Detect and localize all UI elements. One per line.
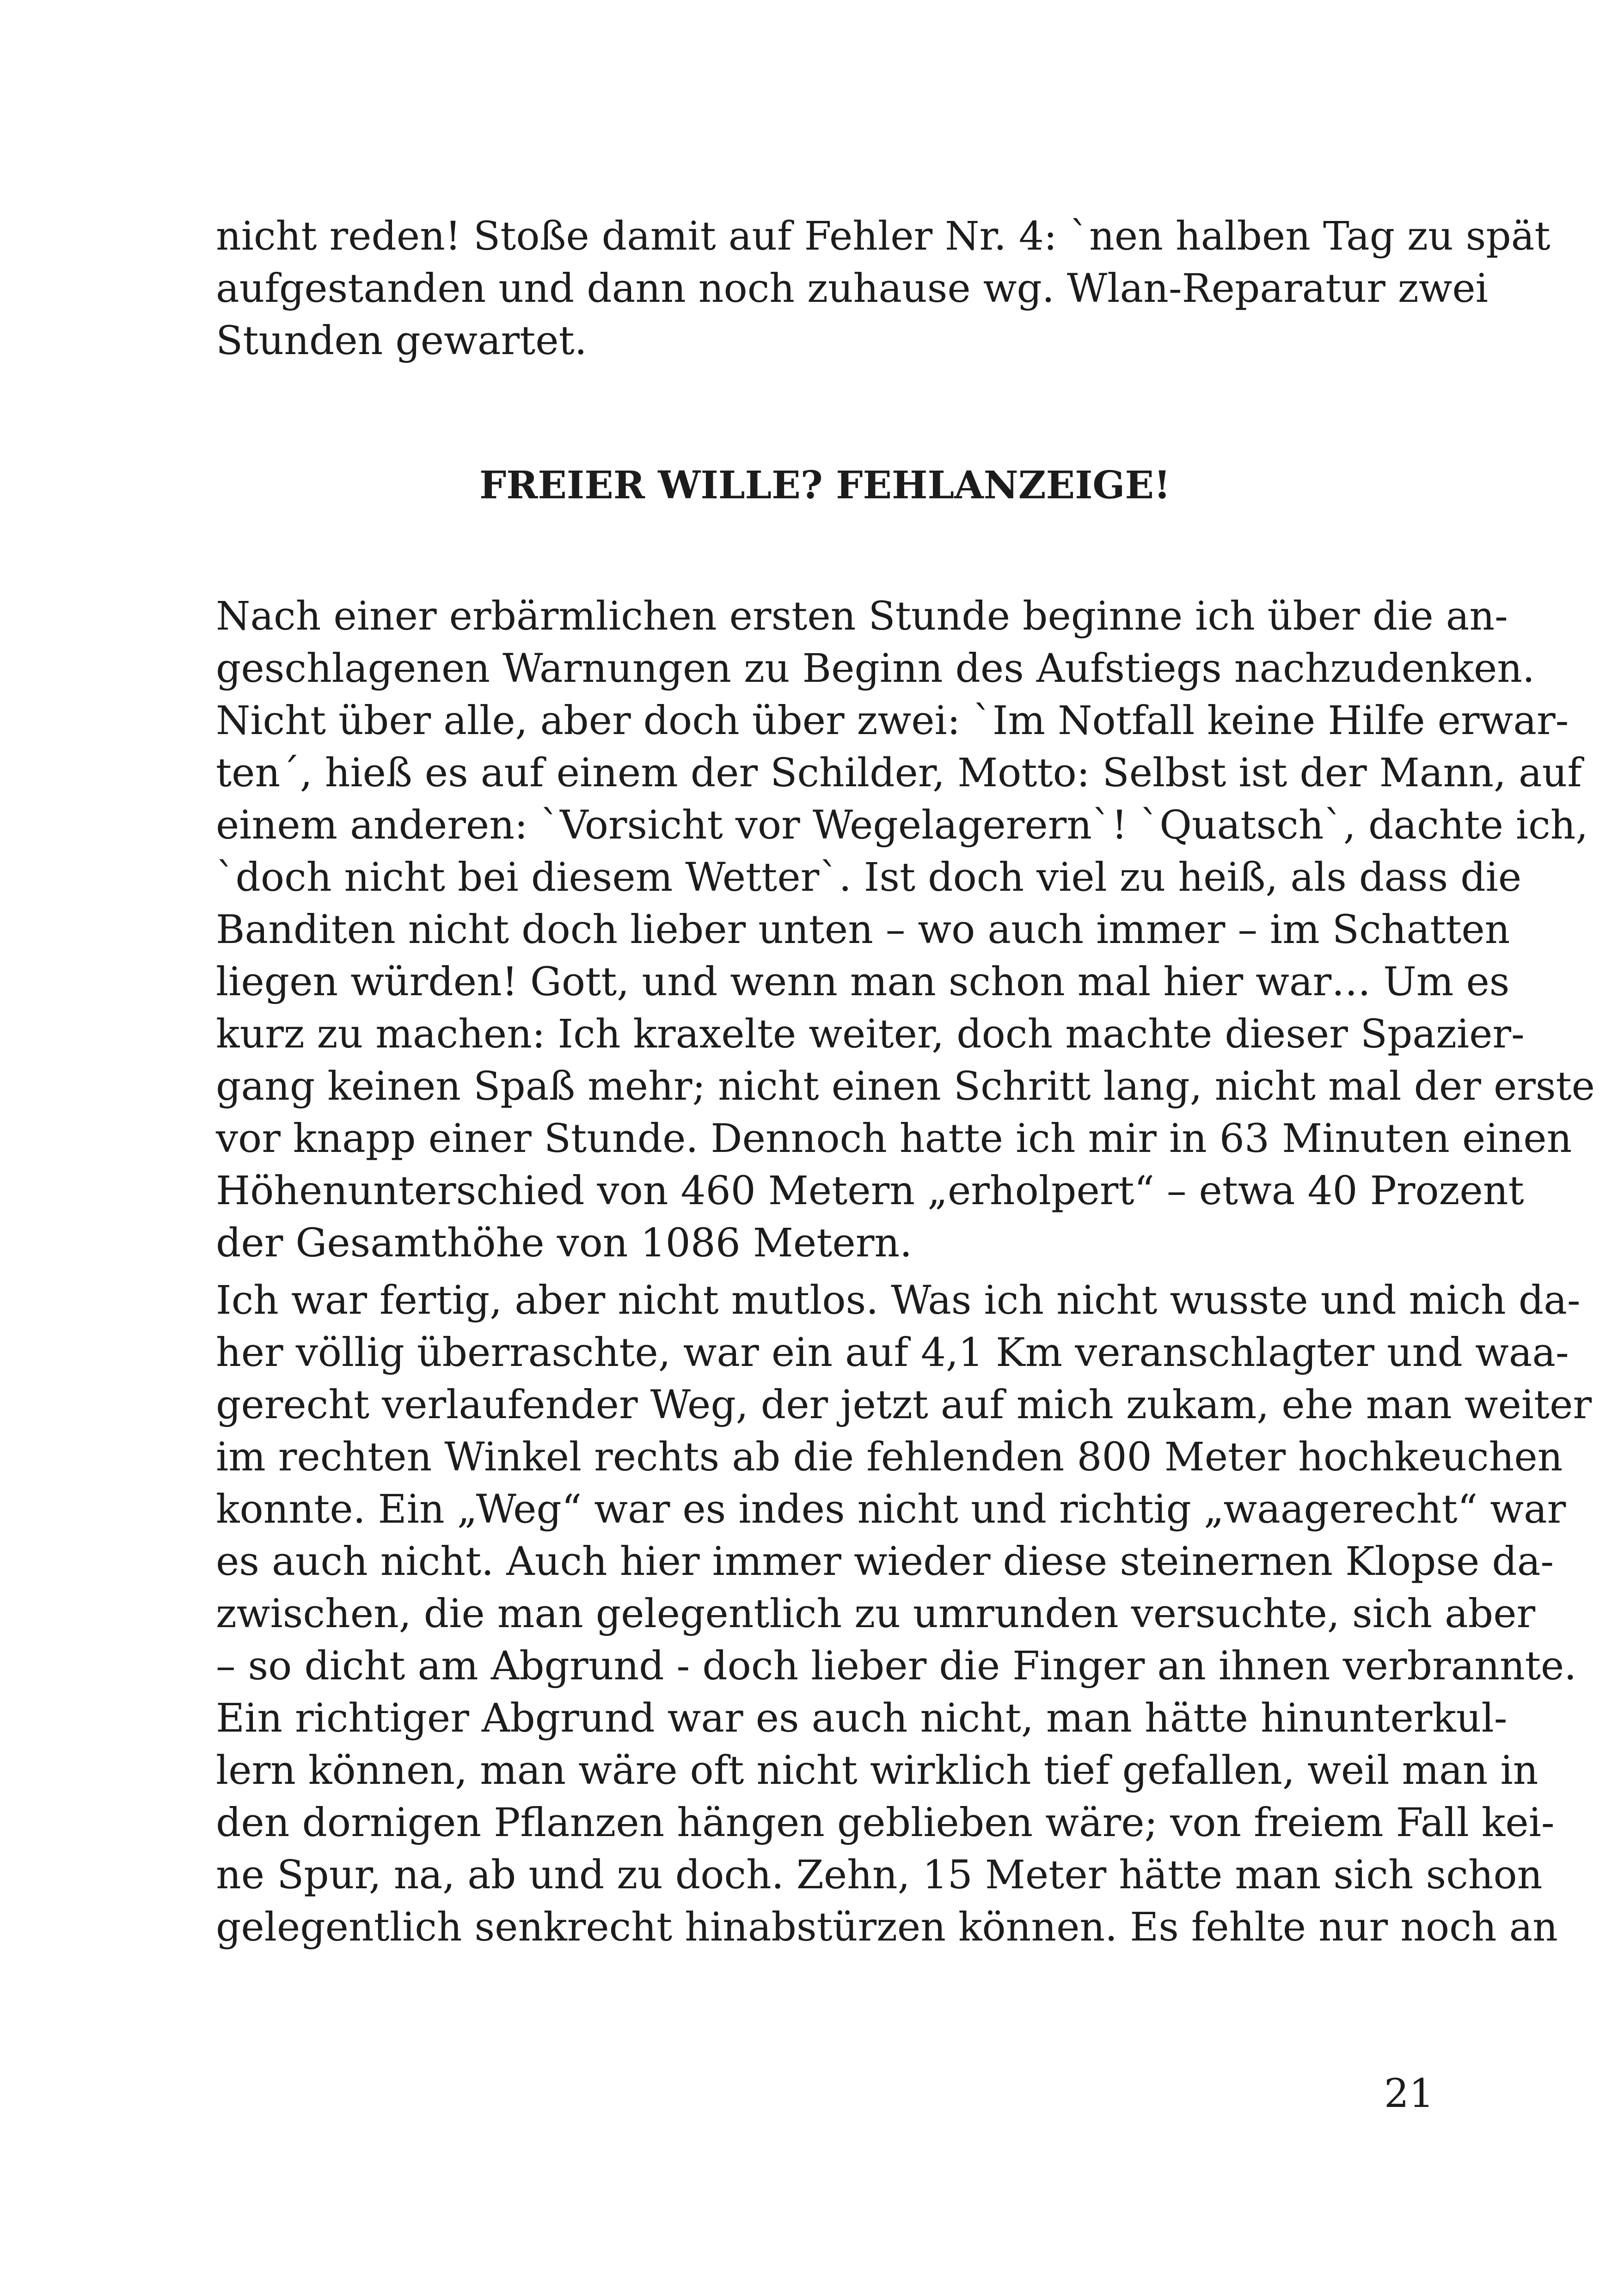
- text-line: ne Spur, na, ab und zu doch. Zehn, 15 Meter hätte man sich schon: [216, 1852, 1543, 1898]
- text-line: vor knapp einer Stunde. Dennoch hatte ich mir in 63 Minuten einen: [216, 1116, 1572, 1162]
- text-line: – so dicht am Abgrund - doch lieber die Finger an ihnen verbrannte.: [216, 1643, 1577, 1689]
- text-line: Nach einer erbärmlichen ersten Stunde beginne ich über die an-: [216, 594, 1508, 639]
- text-line: kurz zu machen: Ich kraxelte weiter, doch machte dieser Spazier-: [216, 1011, 1525, 1057]
- text-line: aufgestanden und dann noch zuhause wg. Wlan-Reparatur zwei: [216, 266, 1488, 312]
- text-line: liegen würden! Gott, und wenn man schon mal hier war… Um es: [216, 959, 1510, 1005]
- text-line: ten´, hieß es auf einem der Schilder, Motto: Selbst ist der Mann, auf: [216, 750, 1582, 796]
- text-line: gelegentlich senkrecht hinabstürzen können. Es fehlte nur noch an: [216, 1904, 1558, 1950]
- text-line: `doch nicht bei diesem Wetter`. Ist doch viel zu heiß, als dass die: [216, 855, 1522, 900]
- paragraph-2: [216, 1274, 1592, 1953]
- text-line: Stunden gewartet.: [216, 318, 587, 364]
- text-line: gerecht verlaufender Weg, der jetzt auf mich zukam, ehe man weiter: [216, 1382, 1592, 1428]
- text-line: nicht reden! Stoße damit auf Fehler Nr. 4: `nen halben Tag zu spät: [216, 214, 1551, 259]
- text-line: geschlagenen Warnungen zu Beginn des Aufstiegs nachzudenken.: [216, 646, 1535, 692]
- text-line: Höhenunterschied von 460 Metern „erholpert“ – etwa 40 Prozent: [216, 1168, 1524, 1214]
- text-line: gang keinen Spaß mehr; nicht einen Schritt lang, nicht mal der erste: [216, 1064, 1595, 1109]
- text-line: Ein richtiger Abgrund war es auch nicht, man hätte hinunterkul-: [216, 1696, 1508, 1741]
- section-heading: FREIER WILLE? FEHLANZEIGE!: [479, 463, 1171, 508]
- text-line: der Gesamthöhe von 1086 Metern.: [216, 1220, 913, 1266]
- text-line: lern können, man wäre oft nicht wirklich tief gefallen, weil man in: [216, 1748, 1538, 1794]
- paragraph-1: [216, 590, 1595, 1269]
- paragraph-intro: [216, 210, 1551, 367]
- text-line: zwischen, die man gelegentlich zu umrunden versuchte, sich aber: [216, 1591, 1536, 1637]
- text-line: einem anderen: `Vorsicht vor Wegelagerern`! `Quatsch`, dachte ich,: [216, 802, 1588, 848]
- page-number: 21: [1384, 2071, 1434, 2117]
- text-line: Ich war fertig, aber nicht mutlos. Was ich nicht wusste und mich da-: [216, 1278, 1581, 1323]
- text-line: im rechten Winkel rechts ab die fehlenden 800 Meter hochkeuchen: [216, 1434, 1563, 1480]
- text-line: Banditen nicht doch lieber unten – wo auch immer – im Schatten: [216, 907, 1510, 953]
- text-line: den dornigen Pflanzen hängen geblieben wäre; von freiem Fall kei-: [216, 1800, 1555, 1846]
- text-line: her völlig überraschte, war ein auf 4,1 Km veranschlagter und waa-: [216, 1330, 1569, 1376]
- text-line: konnte. Ein „Weg“ war es indes nicht und richtig „waagerecht“ war: [216, 1487, 1566, 1532]
- text-line: es auch nicht. Auch hier immer wieder diese steinernen Klopse da-: [216, 1539, 1554, 1585]
- text-line: Nicht über alle, aber doch über zwei: `Im Notfall keine Hilfe erwar-: [216, 698, 1569, 744]
